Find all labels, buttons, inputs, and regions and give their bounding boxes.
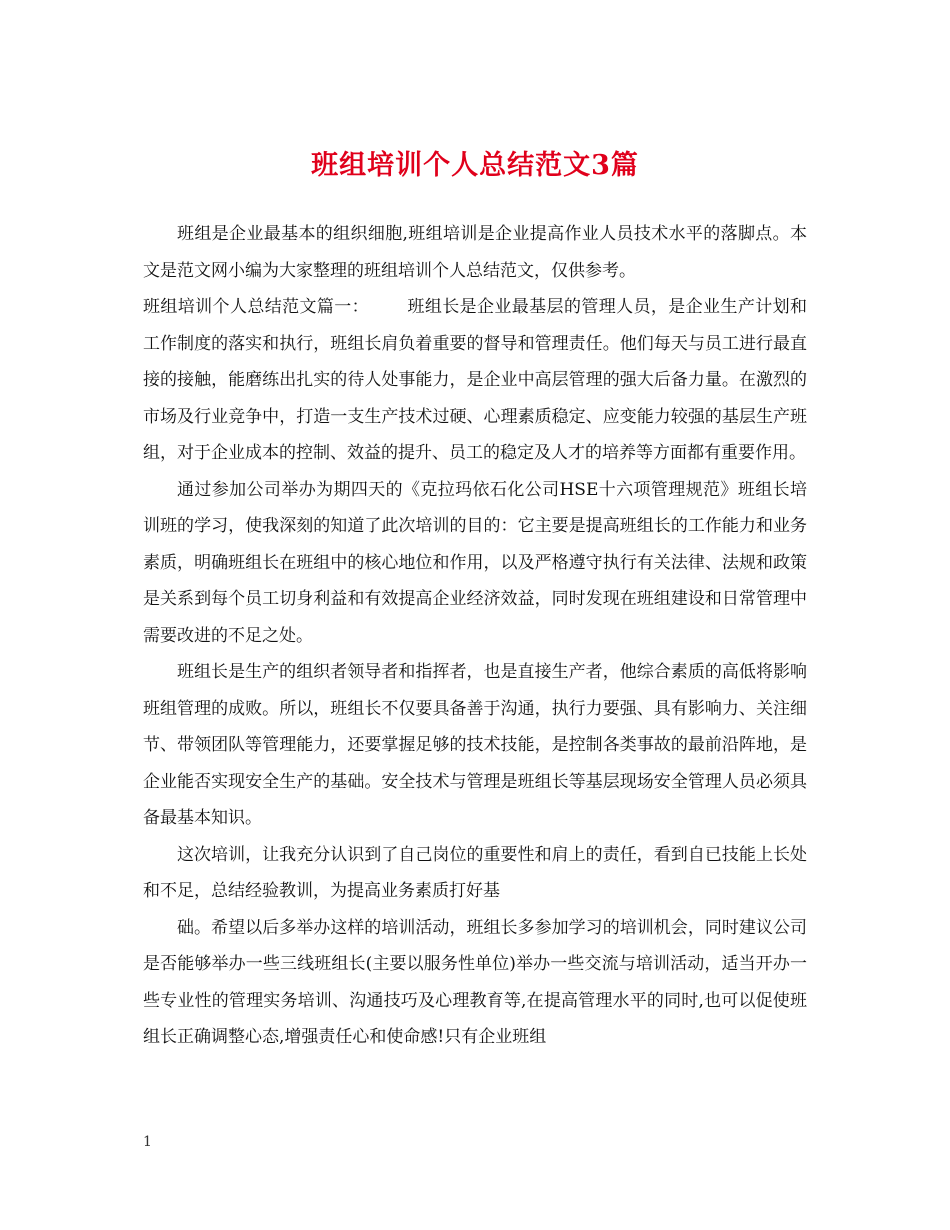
section-one-paragraph — [143, 289, 807, 472]
paragraph-1: 班组长是企业最基层的管理人员，是企业生产计划和工作制度的落实和执行，班组长肩负着重要的督导和管理责任。他们每天与员工进行最直接的接触，能磨练出扎实的待人处事能力，是企业中高层管理的强大后备力量。在激烈的市场及行业竞争中，打造一支生产技术过硬、心理素质稳定、应变能力较强的基层生产班组，对于企业成本的控制、效益的提升、员工的稳定及人才的培养等方面都有重要作用。 — [143, 297, 808, 463]
document-title: 班组培训个人总结范文3篇 — [311, 150, 639, 181]
document-body — [143, 216, 807, 1056]
paragraph-4: 这次培训，让我充分认识到了自己岗位的重要性和肩上的责任，看到自已技能上长处和不足，总结经验教训，为提高业务素质打好基 — [143, 844, 807, 901]
page-number: 1 — [143, 1134, 152, 1150]
intro-paragraph: 班组是企业最基本的组织细胞,班组培训是企业提高作业人员技术水平的落脚点。本文是范文网小编为大家整理的班组培训个人总结范文，仅供参考。 — [143, 224, 807, 281]
section-heading: 班组培训个人总结范文篇一： — [143, 297, 370, 317]
paragraph-2: 通过参加公司举办为期四天的《克拉玛依石化公司HSE十六项管理规范》班组长培训班的学习，使我深刻的知道了此次培训的目的：它主要是提高班组长的工作能力和业务素质，明确班组长在班组中的核心地位和作用，以及严格遵守执行有关法律、法规和政策是关系到每个员工切身利益和有效提高企业经济效益，同时发现在班组建设和日常管理中需要改进的不足之处。 — [143, 479, 807, 646]
paragraph-5: 础。希望以后多举办这样的培训活动，班组长多参加学习的培训机会，同时建议公司是否能够举办一些三线班组长(主要以服务性单位)举办一些交流与培训活动，适当开办一些专业性的管理实务培训、沟通技巧及心理教育等,在提高管理水平的同时,也可以促使班组长正确调整心态,增强责任心和使命感!只有企业班组 — [143, 917, 807, 1047]
paragraph-3: 班组长是生产的组织者领导者和指挥者，也是直接生产者，他综合素质的高低将影响班组管理的成败。所以，班组长不仅要具备善于沟通，执行力要强、具有影响力、关注细节、带领团队等管理能力，还要掌握足够的技术技能，是控制各类事故的最前沿阵地，是企业能否实现安全生产的基础。安全技术与管理是班组长等基层现场安全管理人员必须具备最基本知识。 — [143, 662, 807, 828]
